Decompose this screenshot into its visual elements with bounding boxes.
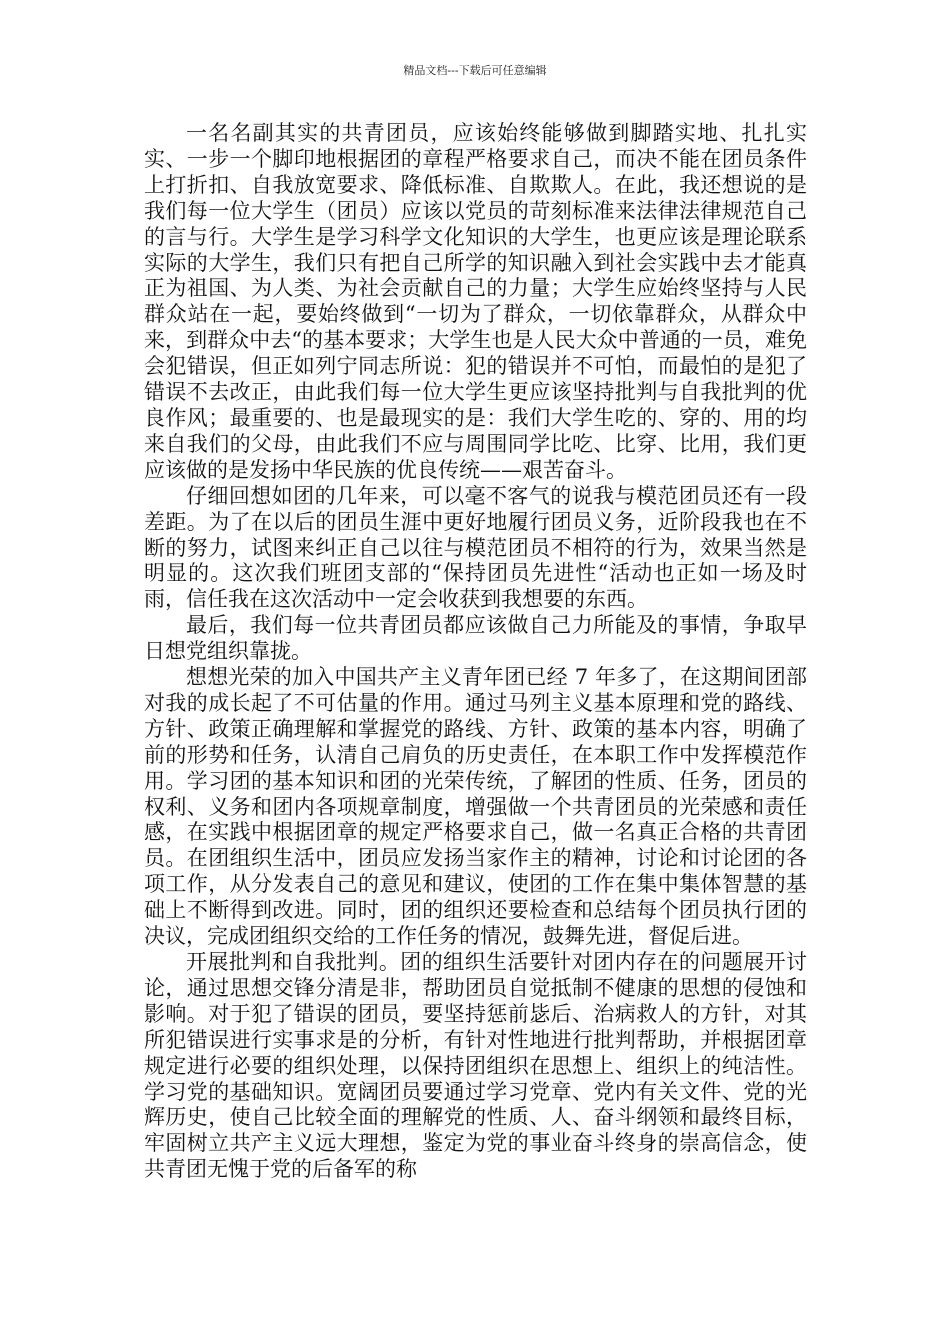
paragraph-4: 想想光荣的加入中国共产主义青年团已经 7 年多了，在这期间团部对我的成长起了不可估量的作用。通过马列主义基本原理和党的路线、方针、政策正确理解和掌握党的路线、方针、政策的基本内容，明确了前的形势和任务，认清自己肩负的历史责任，在本职工作中发挥模范作用。学习团的基本知识和团的光荣传统，了解团的性质、任务，团员的权利、义务和团内各项规章制度，增强做一个共青团员的光荣感和责任感，在实践中根据团章的规定严格要求自己，做一名真正合格的共青团员。在团组织生活中，团员应发扬当家作主的精神，讨论和讨论团的各项工作，从分发表自己的意见和建议，使团的工作在集中集体智慧的基础上不断得到改进。同时，团的组织还要检查和总结每个团员执行团的决议，完成团组织交给的工作任务的情况，鼓舞先进，督促后进。 <box>144 665 807 949</box>
paragraph-1: 一名名副其实的共青团员，应该始终能够做到脚踏实地、扎扎实实、一步一个脚印地根据团的章程严格要求自己，而决不能在团员条件上打折扣、自我放宽要求、降低标准、自欺欺人。在此，我还想说的是我们每一位大学生（团员）应该以党员的苛刻标准来法律法律规范自己的言与行。大学生是学习科学文化知识的大学生，也更应该是理论联系实际的大学生，我们只有把自己所学的知识融入到社会实践中去才能真正为祖国、为人类、为社会贡献自己的力量；大学生应始终坚持与人民群众站在一起，要始终做到“一切为了群众，一切依靠群众，从群众中来，到群众中去“的基本要求；大学生也是人民大众中普通的一员，难免会犯错误，但正如列宁同志所说：犯的错误并不可怕，而最怕的是犯了错误不去改正，由此我们每一位大学生更应该坚持批判与自我批判的优良作风；最重要的、也是最现实的是：我们大学生吃的、穿的、用的均来自我们的父母，由此我们不应与周围同学比吃、比穿、比用，我们更应该做的是发扬中华民族的优良传统——艰苦奋斗。 <box>144 121 807 482</box>
paragraph-3: 最后，我们每一位共青团员都应该做自己力所能及的事情，争取早日想党组织靠拢。 <box>144 613 807 664</box>
document-body <box>144 121 807 1183</box>
page-header: 精品文档---下载后可任意编辑 <box>403 64 547 77</box>
paragraph-2: 仔细回想如团的几年来，可以毫不客气的说我与模范团员还有一段差距。为了在以后的团员生涯中更好地履行团员义务，近阶段我也在不断的努力，试图来纠正自己以往与模范团员不相符的行为，效果当然是明显的。这次我们班团支部的“保持团员先进性“活动也正如一场及时雨，信任我在这次活动中一定会收获到我想要的东西。 <box>144 483 807 612</box>
paragraph-5: 开展批判和自我批判。团的组织生活要针对团内存在的问题展开讨论，通过思想交锋分清是非，帮助团员自觉抵制不健康的思想的侵蚀和影响。对于犯了错误的团员，要坚持惩前毖后、治病救人的方针，对其所犯错误进行实事求是的分析，有针对性地进行批判帮助，并根据团章规定进行必要的组织处理，以保持团组织在思想上、组织上的纯洁性。学习党的基础知识。宽阔团员要通过学习党章、党内有关文件、党的光辉历史，使自己比较全面的理解党的性质、人、奋斗纲领和最终目标，牢固树立共产主义远大理想，鉴定为党的事业奋斗终身的崇高信念，使共青团无愧于党的后备军的称 <box>144 950 807 1182</box>
